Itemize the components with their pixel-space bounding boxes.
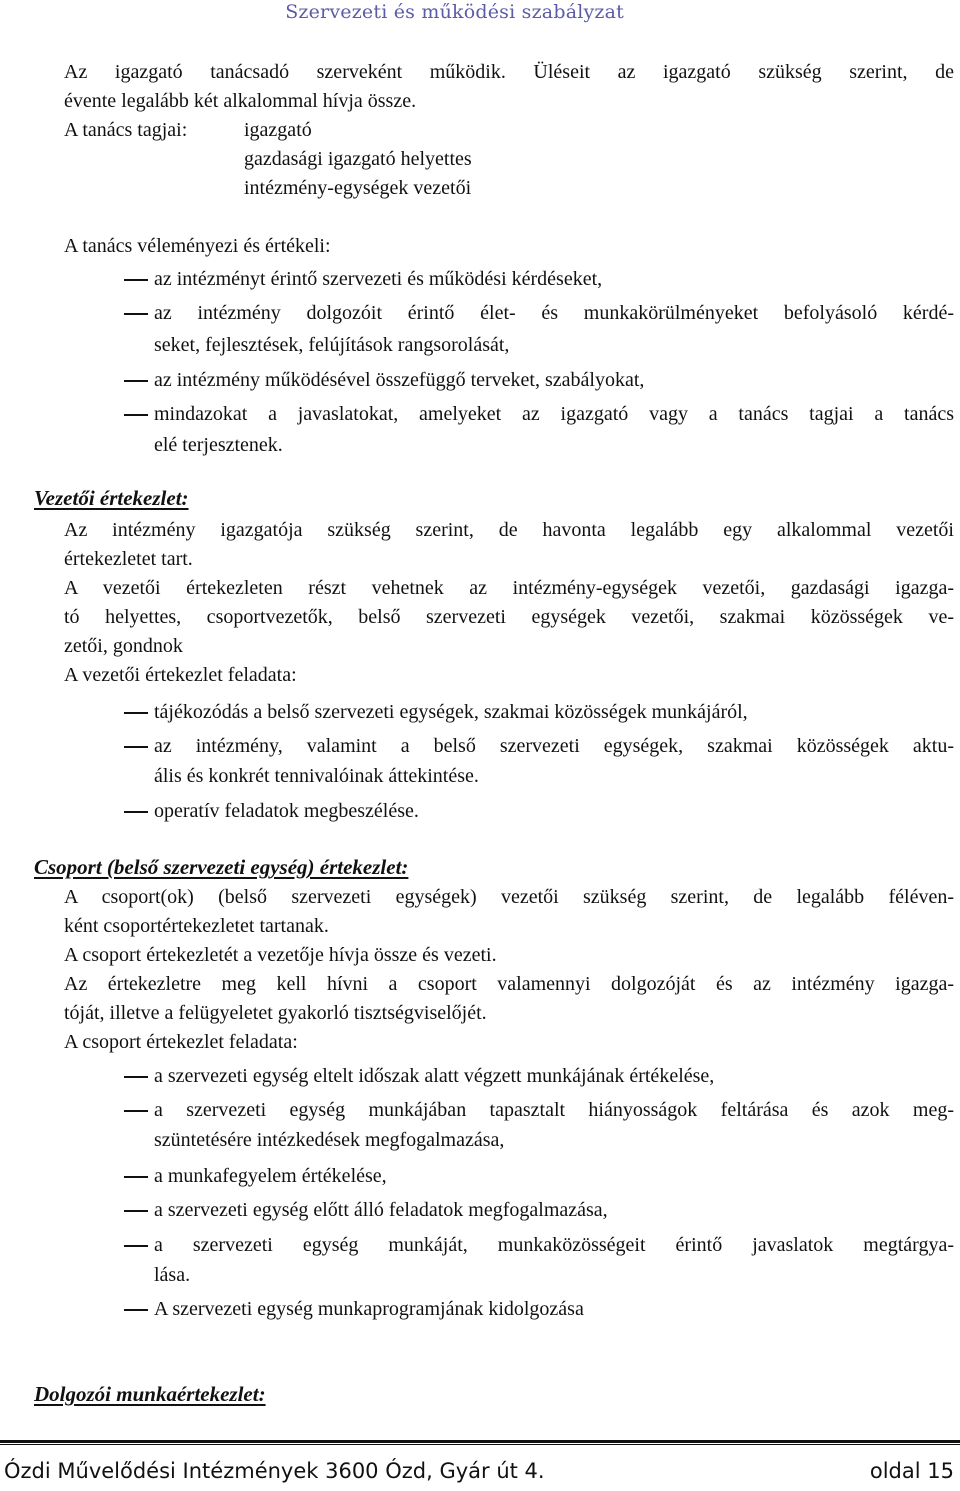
council-members-label: A tanács tagjai: — [64, 119, 188, 141]
council-item: az intézmény dolgozóit érintő élet- és munkakörülményeket befolyásoló kérdé- — [154, 302, 954, 324]
section-heading-staff-meeting: Dolgozói munkaértekezlet: — [34, 1382, 266, 1406]
leaders-meeting-line: zetői, gondnok — [64, 635, 183, 657]
council-intro-line: Az igazgató tanácsadó szerveként működik. Üléseit az igazgató szükség szerint, de — [64, 61, 954, 83]
leaders-meeting-line: tó helyettes, csoportvezetők, belső szervezeti egységek vezetői, szakmai közösségek ve- — [64, 606, 954, 628]
group-meeting-line: Az értekezletre meg kell hívni a csoport valamennyi dolgozóját és az intézmény igazga- — [64, 973, 954, 995]
leaders-meeting-line: értekezletet tart. — [64, 548, 193, 570]
dash-bullet — [124, 279, 148, 281]
leaders-meeting-line: A vezetői értekezlet feladata: — [64, 664, 297, 686]
council-item: mindazokat a javaslatokat, amelyeket az igazgató vagy a tanács tagjai a tanács — [154, 403, 954, 425]
footer-institution: Ózdi Művelődési Intézmények 3600 Ózd, Gyár út 4. — [4, 1459, 545, 1483]
group-meeting-line: ként csoportértekezletet tartanak. — [64, 915, 329, 937]
council-item: az intézményt érintő szervezeti és működési kérdéseket, — [154, 268, 603, 290]
dash-bullet — [124, 1309, 148, 1311]
group-meeting-item-continuation: lása. — [154, 1264, 191, 1286]
dash-bullet — [124, 746, 148, 748]
council-member: igazgató — [244, 119, 312, 141]
group-meeting-item: a szervezeti egység előtt álló feladatok megfogalmazása, — [154, 1199, 608, 1221]
leaders-meeting-body — [64, 516, 954, 690]
group-meeting-line: A csoport értekezlet feladata: — [64, 1031, 298, 1053]
dash-bullet — [124, 1110, 148, 1112]
dash-bullet — [124, 1176, 148, 1178]
dash-bullet — [124, 313, 148, 315]
footer-rule — [0, 1440, 960, 1443]
dash-bullet — [124, 380, 148, 382]
council-member: gazdasági igazgató helyettes — [244, 148, 472, 170]
section-heading-leaders-meeting: Vezetői értekezlet: — [34, 486, 189, 510]
group-meeting-item: A szervezeti egység munkaprogramjának kidolgozása — [154, 1298, 584, 1320]
dash-bullet — [124, 712, 148, 714]
dash-bullet — [124, 1245, 148, 1247]
leaders-meeting-line: A vezetői értekezleten részt vehetnek az intézmény-egységek vezetői, gazdasági igazga- — [64, 577, 954, 599]
dash-bullet — [124, 414, 148, 416]
page-header — [0, 0, 960, 24]
dash-bullet — [124, 1076, 148, 1078]
group-meeting-item: a szervezeti egység eltelt időszak alatt végzett munkájának értékelése, — [154, 1065, 715, 1087]
group-meeting-item-continuation: szüntetésére intézkedések megfogalmazása, — [154, 1129, 505, 1151]
council-intro-line: évente legalább két alkalommal hívja össze. — [64, 90, 417, 112]
group-meeting-item: a szervezeti egység munkáját, munkaközösségeit érintő javaslatok megtárgya- — [154, 1234, 954, 1256]
running-header-title: Szervezeti és működési szabályzat — [285, 1, 624, 23]
dash-bullet — [124, 811, 148, 813]
group-meeting-line: A csoport értekezletét a vezetője hívja össze és vezeti. — [64, 944, 497, 966]
leaders-meeting-item: tájékozódás a belső szervezeti egységek, szakmai közösségek munkájáról, — [154, 701, 748, 723]
group-meeting-line: tóját, illetve a felügyeletet gyakorló tisztségviselőjét. — [64, 1002, 487, 1024]
group-meeting-body — [64, 883, 954, 1057]
dash-bullet — [124, 1210, 148, 1212]
council-item-continuation: seket, fejlesztések, felújítások rangsorolását, — [154, 334, 510, 356]
leaders-meeting-line: Az intézmény igazgatója szükség szerint, de havonta legalább egy alkalommal vezetői — [64, 519, 954, 541]
footer-rule-thin — [0, 1444, 960, 1445]
leaders-meeting-item: az intézmény, valamint a belső szervezeti egységek, szakmai közösségek aktu- — [154, 735, 954, 757]
council-intro — [64, 58, 954, 116]
footer-page-number: oldal 15 — [869, 1459, 954, 1483]
leaders-meeting-item: operatív feladatok megbeszélése. — [154, 800, 419, 822]
council-item: az intézmény működésével összefüggő terveket, szabályokat, — [154, 369, 645, 391]
group-meeting-line: A csoport(ok) (belső szervezeti egységek) vezetői szükség szerint, de legalább féléven- — [64, 886, 954, 908]
council-member: intézmény-egységek vezetői — [244, 177, 472, 199]
group-meeting-item: a szervezeti egység munkájában tapasztalt hiányosságok feltárása és azok meg- — [154, 1099, 954, 1121]
section-heading-group-meeting: Csoport (belső szervezeti egység) értekezlet: — [34, 855, 409, 879]
council-reviews-intro: A tanács véleményezi és értékeli: — [64, 235, 331, 257]
leaders-meeting-item-continuation: ális és konkrét tennivalóinak áttekintése. — [154, 765, 479, 787]
council-item-continuation: elé terjesztenek. — [154, 434, 283, 456]
group-meeting-item: a munkafegyelem értékelése, — [154, 1165, 387, 1187]
